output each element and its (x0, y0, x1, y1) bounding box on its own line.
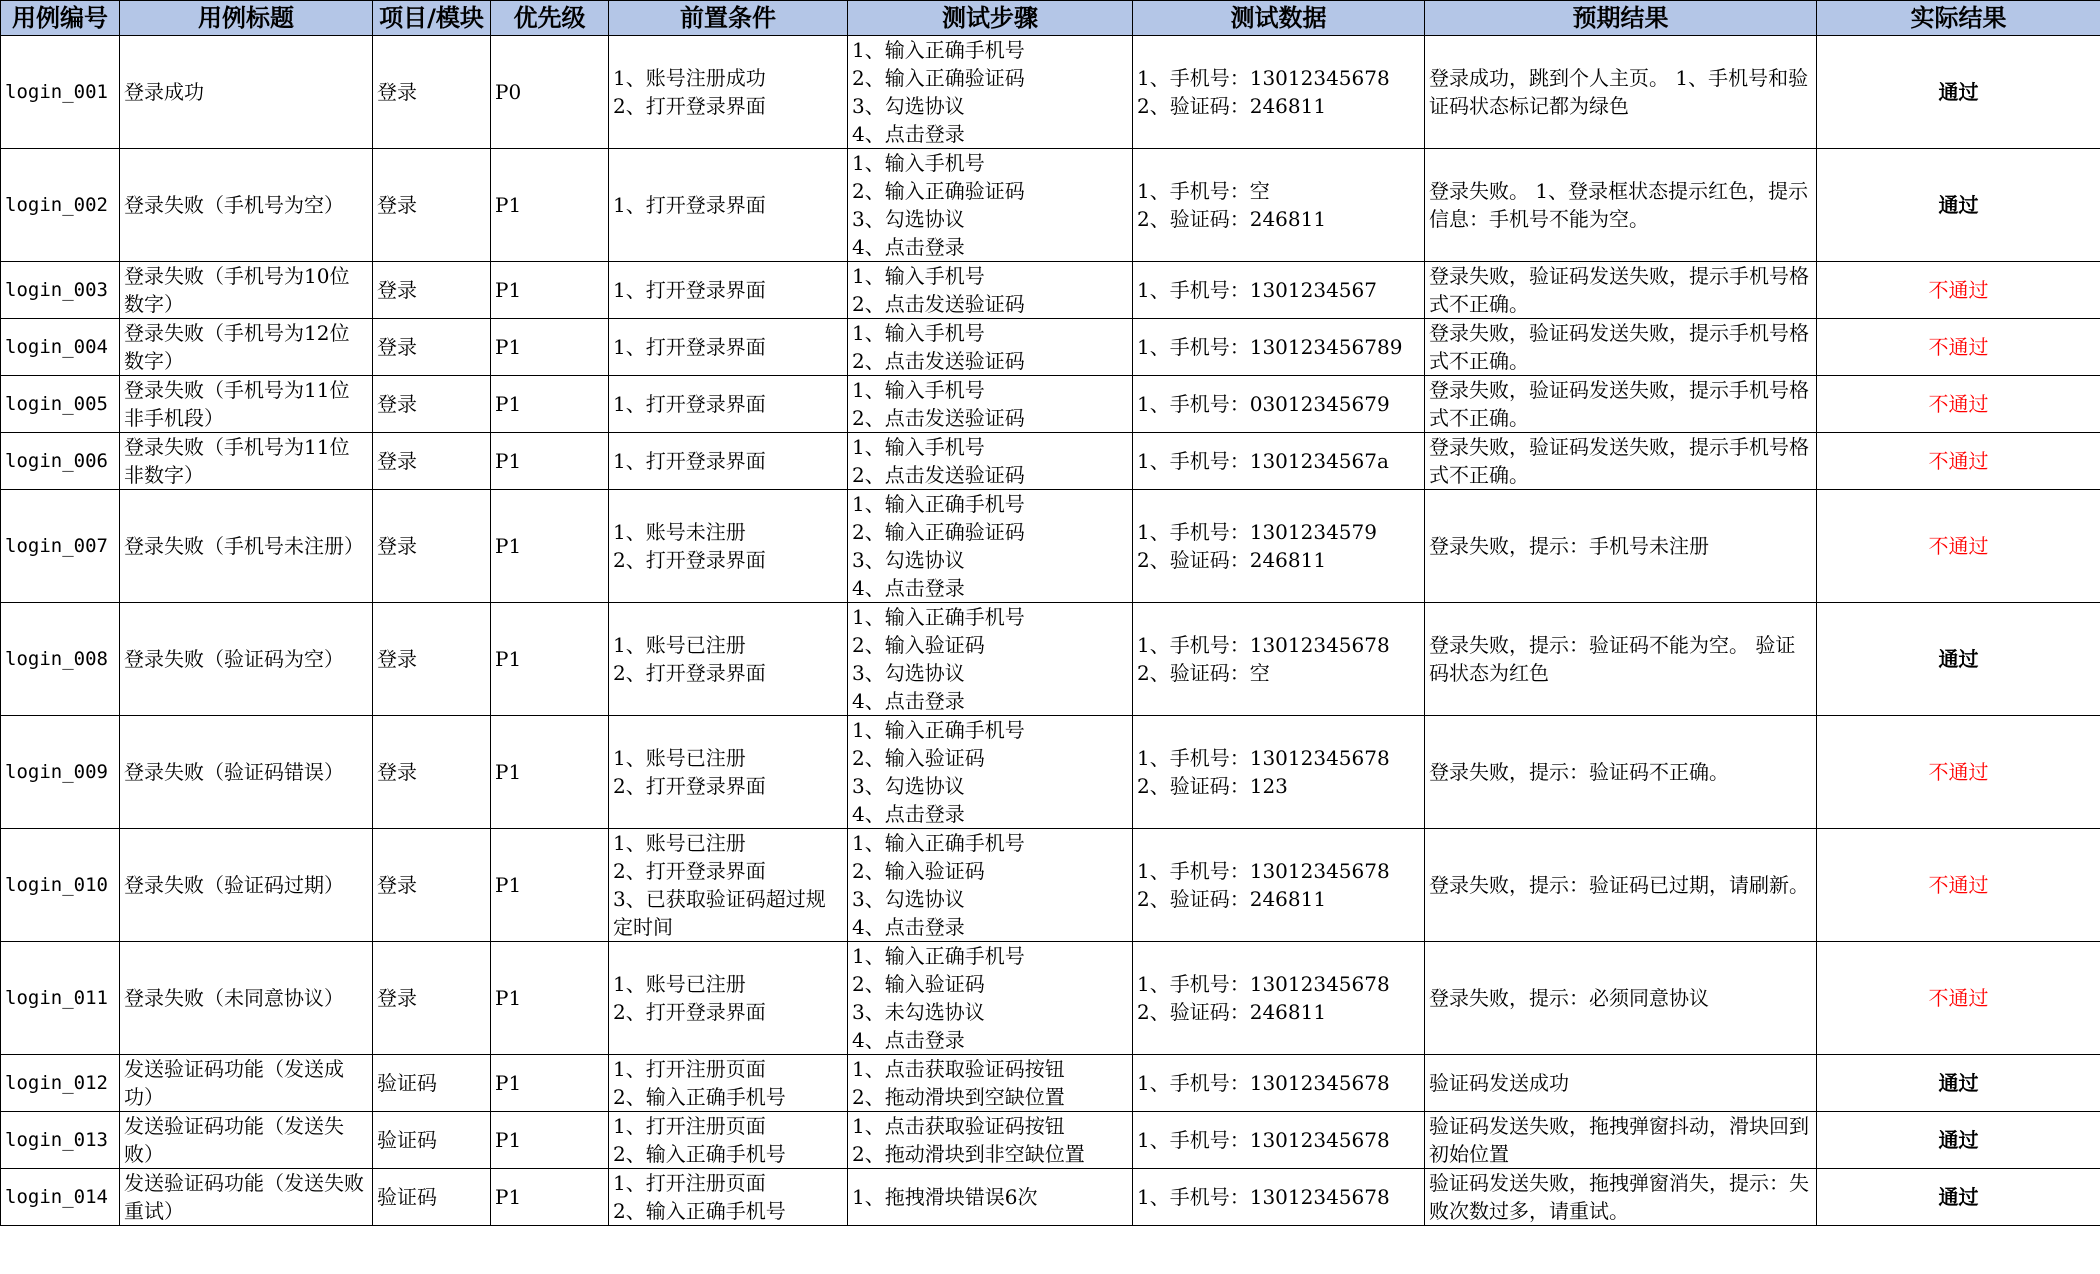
cell-expected[interactable]: 登录失败，提示：必须同意协议 (1425, 942, 1817, 1055)
cell-priority[interactable]: P1 (491, 716, 609, 829)
cell-priority[interactable]: P1 (491, 319, 609, 376)
cell-expected[interactable]: 登录失败，验证码发送失败，提示手机号格式不正确。 (1425, 376, 1817, 433)
cell-precondition[interactable]: 1、账号已注册 2、打开登录界面 (609, 603, 848, 716)
cell-steps[interactable]: 1、输入正确手机号 2、输入正确验证码 3、勾选协议 4、点击登录 (848, 36, 1133, 149)
cell-module[interactable]: 验证码 (373, 1169, 491, 1226)
cell-precondition[interactable]: 1、打开登录界面 (609, 319, 848, 376)
cell-steps[interactable]: 1、点击获取验证码按钮 2、拖动滑块到空缺位置 (848, 1055, 1133, 1112)
cell-case-id[interactable]: login_009 (1, 716, 120, 829)
cell-module[interactable]: 登录 (373, 36, 491, 149)
table-row (1, 603, 2100, 716)
cell-case-title[interactable]: 登录失败（手机号为12位数字） (120, 319, 373, 376)
cell-case-id[interactable]: login_001 (1, 36, 120, 149)
cell-module[interactable]: 登录 (373, 376, 491, 433)
cell-priority[interactable]: P0 (491, 36, 609, 149)
table-row (1, 319, 2100, 376)
cell-actual-result[interactable]: 通过 (1817, 149, 2100, 262)
cell-precondition[interactable]: 1、打开登录界面 (609, 262, 848, 319)
cell-precondition[interactable]: 1、打开登录界面 (609, 433, 848, 490)
cell-precondition[interactable]: 1、打开注册页面 2、输入正确手机号 (609, 1055, 848, 1112)
cell-case-id[interactable]: login_008 (1, 603, 120, 716)
cell-case-title[interactable]: 登录失败（验证码为空） (120, 603, 373, 716)
cell-case-title[interactable]: 登录失败（手机号为10位数字） (120, 262, 373, 319)
cell-case-id[interactable]: login_002 (1, 149, 120, 262)
cell-steps[interactable]: 1、输入正确手机号 2、输入验证码 3、勾选协议 4、点击登录 (848, 603, 1133, 716)
cell-priority[interactable]: P1 (491, 829, 609, 942)
cell-steps[interactable]: 1、输入手机号 2、点击发送验证码 (848, 262, 1133, 319)
cell-priority[interactable]: P1 (491, 1112, 609, 1169)
cell-case-title[interactable]: 发送验证码功能（发送失败） (120, 1112, 373, 1169)
cell-precondition[interactable]: 1、账号已注册 2、打开登录界面 3、已获取验证码超过规定时间 (609, 829, 848, 942)
cell-test-data[interactable]: 1、手机号：13012345678 (1133, 1112, 1425, 1169)
cell-test-data[interactable]: 1、手机号：13012345678 (1133, 1169, 1425, 1226)
cell-case-title[interactable]: 登录失败（手机号未注册） (120, 490, 373, 603)
cell-test-data[interactable]: 1、手机号：空 2、验证码：246811 (1133, 149, 1425, 262)
cell-actual-result[interactable]: 通过 (1817, 1169, 2100, 1226)
cell-precondition[interactable]: 1、打开登录界面 (609, 149, 848, 262)
cell-priority[interactable]: P1 (491, 376, 609, 433)
cell-module[interactable]: 登录 (373, 433, 491, 490)
cell-steps[interactable]: 1、拖拽滑块错误6次 (848, 1169, 1133, 1226)
cell-steps[interactable]: 1、输入正确手机号 2、输入验证码 3、未勾选协议 4、点击登录 (848, 942, 1133, 1055)
cell-case-title[interactable]: 发送验证码功能（发送失败重试） (120, 1169, 373, 1226)
cell-case-id[interactable]: login_012 (1, 1055, 120, 1112)
table-row (1, 1112, 2100, 1169)
cell-actual-result[interactable]: 通过 (1817, 1055, 2100, 1112)
cell-priority[interactable]: P1 (491, 149, 609, 262)
cell-actual-result[interactable]: 不通过 (1817, 829, 2100, 942)
cell-module[interactable]: 验证码 (373, 1112, 491, 1169)
table-row (1, 716, 2100, 829)
cell-test-data[interactable]: 1、手机号：1301234579 2、验证码：246811 (1133, 490, 1425, 603)
cell-actual-result[interactable]: 通过 (1817, 1112, 2100, 1169)
cell-case-title[interactable]: 登录失败（验证码错误） (120, 716, 373, 829)
cell-priority[interactable]: P1 (491, 603, 609, 716)
cell-steps[interactable]: 1、输入手机号 2、点击发送验证码 (848, 433, 1133, 490)
cell-test-data[interactable]: 1、手机号：13012345678 (1133, 1055, 1425, 1112)
cell-precondition[interactable]: 1、打开注册页面 2、输入正确手机号 (609, 1112, 848, 1169)
cell-case-id[interactable]: login_005 (1, 376, 120, 433)
table-row (1, 1055, 2100, 1112)
cell-case-title[interactable]: 登录失败（手机号为空） (120, 149, 373, 262)
cell-case-title[interactable]: 登录失败（验证码过期） (120, 829, 373, 942)
cell-priority[interactable]: P1 (491, 942, 609, 1055)
cell-case-title[interactable]: 发送验证码功能（发送成功） (120, 1055, 373, 1112)
cell-test-data[interactable]: 1、手机号：03012345679 (1133, 376, 1425, 433)
cell-precondition[interactable]: 1、账号已注册 2、打开登录界面 (609, 942, 848, 1055)
cell-actual-result[interactable]: 不通过 (1817, 942, 2100, 1055)
cell-expected[interactable]: 验证码发送失败，拖拽弹窗抖动，滑块回到初始位置 (1425, 1112, 1817, 1169)
col-header-title[interactable]: 用例标题 (120, 1, 373, 36)
cell-expected[interactable]: 登录失败，提示：验证码已过期，请刷新。 (1425, 829, 1817, 942)
cell-test-data[interactable]: 1、手机号：13012345678 2、验证码：空 (1133, 603, 1425, 716)
cell-case-id[interactable]: login_007 (1, 490, 120, 603)
cell-test-data[interactable]: 1、手机号：130123456789 (1133, 319, 1425, 376)
cell-expected[interactable]: 登录失败。 1、登录框状态提示红色，提示信息：手机号不能为空。 (1425, 149, 1817, 262)
col-header-steps[interactable]: 测试步骤 (848, 1, 1133, 36)
cell-steps[interactable]: 1、输入手机号 2、输入正确验证码 3、勾选协议 4、点击登录 (848, 149, 1133, 262)
cell-expected[interactable]: 登录失败，提示：手机号未注册 (1425, 490, 1817, 603)
cell-expected[interactable]: 登录成功，跳到个人主页。 1、手机号和验证码状态标记都为绿色 (1425, 36, 1817, 149)
cell-steps[interactable]: 1、点击获取验证码按钮 2、拖动滑块到非空缺位置 (848, 1112, 1133, 1169)
cell-module[interactable]: 登录 (373, 319, 491, 376)
cell-test-data[interactable]: 1、手机号：13012345678 2、验证码：246811 (1133, 829, 1425, 942)
cell-expected[interactable]: 验证码发送失败，拖拽弹窗消失，提示：失败次数过多，请重试。 (1425, 1169, 1817, 1226)
cell-test-data[interactable]: 1、手机号：13012345678 2、验证码：123 (1133, 716, 1425, 829)
cell-priority[interactable]: P1 (491, 262, 609, 319)
col-header-precondition[interactable]: 前置条件 (609, 1, 848, 36)
table-row (1, 36, 2100, 149)
cell-case-id[interactable]: login_013 (1, 1112, 120, 1169)
cell-case-id[interactable]: login_010 (1, 829, 120, 942)
cell-actual-result[interactable]: 通过 (1817, 603, 2100, 716)
cell-case-id[interactable]: login_011 (1, 942, 120, 1055)
table-row (1, 942, 2100, 1055)
col-header-id[interactable]: 用例编号 (1, 1, 120, 36)
cell-expected[interactable]: 验证码发送成功 (1425, 1055, 1817, 1112)
cell-case-id[interactable]: login_014 (1, 1169, 120, 1226)
col-header-priority[interactable]: 优先级 (491, 1, 609, 36)
cell-test-data[interactable]: 1、手机号：1301234567a (1133, 433, 1425, 490)
table-row (1, 490, 2100, 603)
table-row (1, 1169, 2100, 1226)
cell-expected[interactable]: 登录失败，验证码发送失败，提示手机号格式不正确。 (1425, 433, 1817, 490)
cell-actual-result[interactable]: 不通过 (1817, 716, 2100, 829)
cell-case-title[interactable]: 登录失败（手机号为11位非数字） (120, 433, 373, 490)
cell-steps[interactable]: 1、输入手机号 2、点击发送验证码 (848, 376, 1133, 433)
cell-module[interactable]: 登录 (373, 262, 491, 319)
cell-steps[interactable]: 1、输入正确手机号 2、输入验证码 3、勾选协议 4、点击登录 (848, 829, 1133, 942)
cell-actual-result[interactable]: 不通过 (1817, 490, 2100, 603)
cell-priority[interactable]: P1 (491, 1169, 609, 1226)
cell-steps[interactable]: 1、输入正确手机号 2、输入验证码 3、勾选协议 4、点击登录 (848, 716, 1133, 829)
cell-module[interactable]: 验证码 (373, 1055, 491, 1112)
col-header-module[interactable]: 项目/模块 (373, 1, 491, 36)
table-row (1, 376, 2100, 433)
cell-steps[interactable]: 1、输入正确手机号 2、输入正确验证码 3、勾选协议 4、点击登录 (848, 490, 1133, 603)
cell-case-id[interactable]: login_004 (1, 319, 120, 376)
cell-case-id[interactable]: login_006 (1, 433, 120, 490)
cell-precondition[interactable]: 1、账号注册成功 2、打开登录界面 (609, 36, 848, 149)
table-row (1, 262, 2100, 319)
cell-module[interactable]: 登录 (373, 490, 491, 603)
cell-precondition[interactable]: 1、账号已注册 2、打开登录界面 (609, 716, 848, 829)
cell-expected[interactable]: 登录失败，提示：验证码不正确。 (1425, 716, 1817, 829)
cell-precondition[interactable]: 1、账号未注册 2、打开登录界面 (609, 490, 848, 603)
col-header-data[interactable]: 测试数据 (1133, 1, 1425, 36)
cell-steps[interactable]: 1、输入手机号 2、点击发送验证码 (848, 319, 1133, 376)
cell-precondition[interactable]: 1、打开注册页面 2、输入正确手机号 (609, 1169, 848, 1226)
cell-module[interactable]: 登录 (373, 603, 491, 716)
table-row (1, 149, 2100, 262)
cell-expected[interactable]: 登录失败，验证码发送失败，提示手机号格式不正确。 (1425, 262, 1817, 319)
cell-actual-result[interactable]: 不通过 (1817, 319, 2100, 376)
cell-module[interactable]: 登录 (373, 716, 491, 829)
cell-actual-result[interactable]: 不通过 (1817, 433, 2100, 490)
cell-test-data[interactable]: 1、手机号：13012345678 2、验证码：246811 (1133, 36, 1425, 149)
cell-priority[interactable]: P1 (491, 433, 609, 490)
cell-actual-result[interactable]: 不通过 (1817, 376, 2100, 433)
cell-case-id[interactable]: login_003 (1, 262, 120, 319)
cell-priority[interactable]: P1 (491, 490, 609, 603)
table-row (1, 829, 2100, 942)
cell-test-data[interactable]: 1、手机号：1301234567 (1133, 262, 1425, 319)
cell-case-title[interactable]: 登录失败（手机号为11位非手机段） (120, 376, 373, 433)
col-header-expected[interactable]: 预期结果 (1425, 1, 1817, 36)
cell-case-title[interactable]: 登录成功 (120, 36, 373, 149)
cell-actual-result[interactable]: 不通过 (1817, 262, 2100, 319)
cell-module[interactable]: 登录 (373, 829, 491, 942)
cell-test-data[interactable]: 1、手机号：13012345678 2、验证码：246811 (1133, 942, 1425, 1055)
cell-expected[interactable]: 登录失败，验证码发送失败，提示手机号格式不正确。 (1425, 319, 1817, 376)
col-header-result[interactable]: 实际结果 (1817, 1, 2100, 36)
table-row (1, 433, 2100, 490)
cell-actual-result[interactable]: 通过 (1817, 36, 2100, 149)
cell-case-title[interactable]: 登录失败（未同意协议） (120, 942, 373, 1055)
cell-module[interactable]: 登录 (373, 942, 491, 1055)
header-row (1, 1, 2100, 36)
cell-priority[interactable]: P1 (491, 1055, 609, 1112)
cell-module[interactable]: 登录 (373, 149, 491, 262)
cell-precondition[interactable]: 1、打开登录界面 (609, 376, 848, 433)
cell-expected[interactable]: 登录失败，提示：验证码不能为空。 验证码状态为红色 (1425, 603, 1817, 716)
